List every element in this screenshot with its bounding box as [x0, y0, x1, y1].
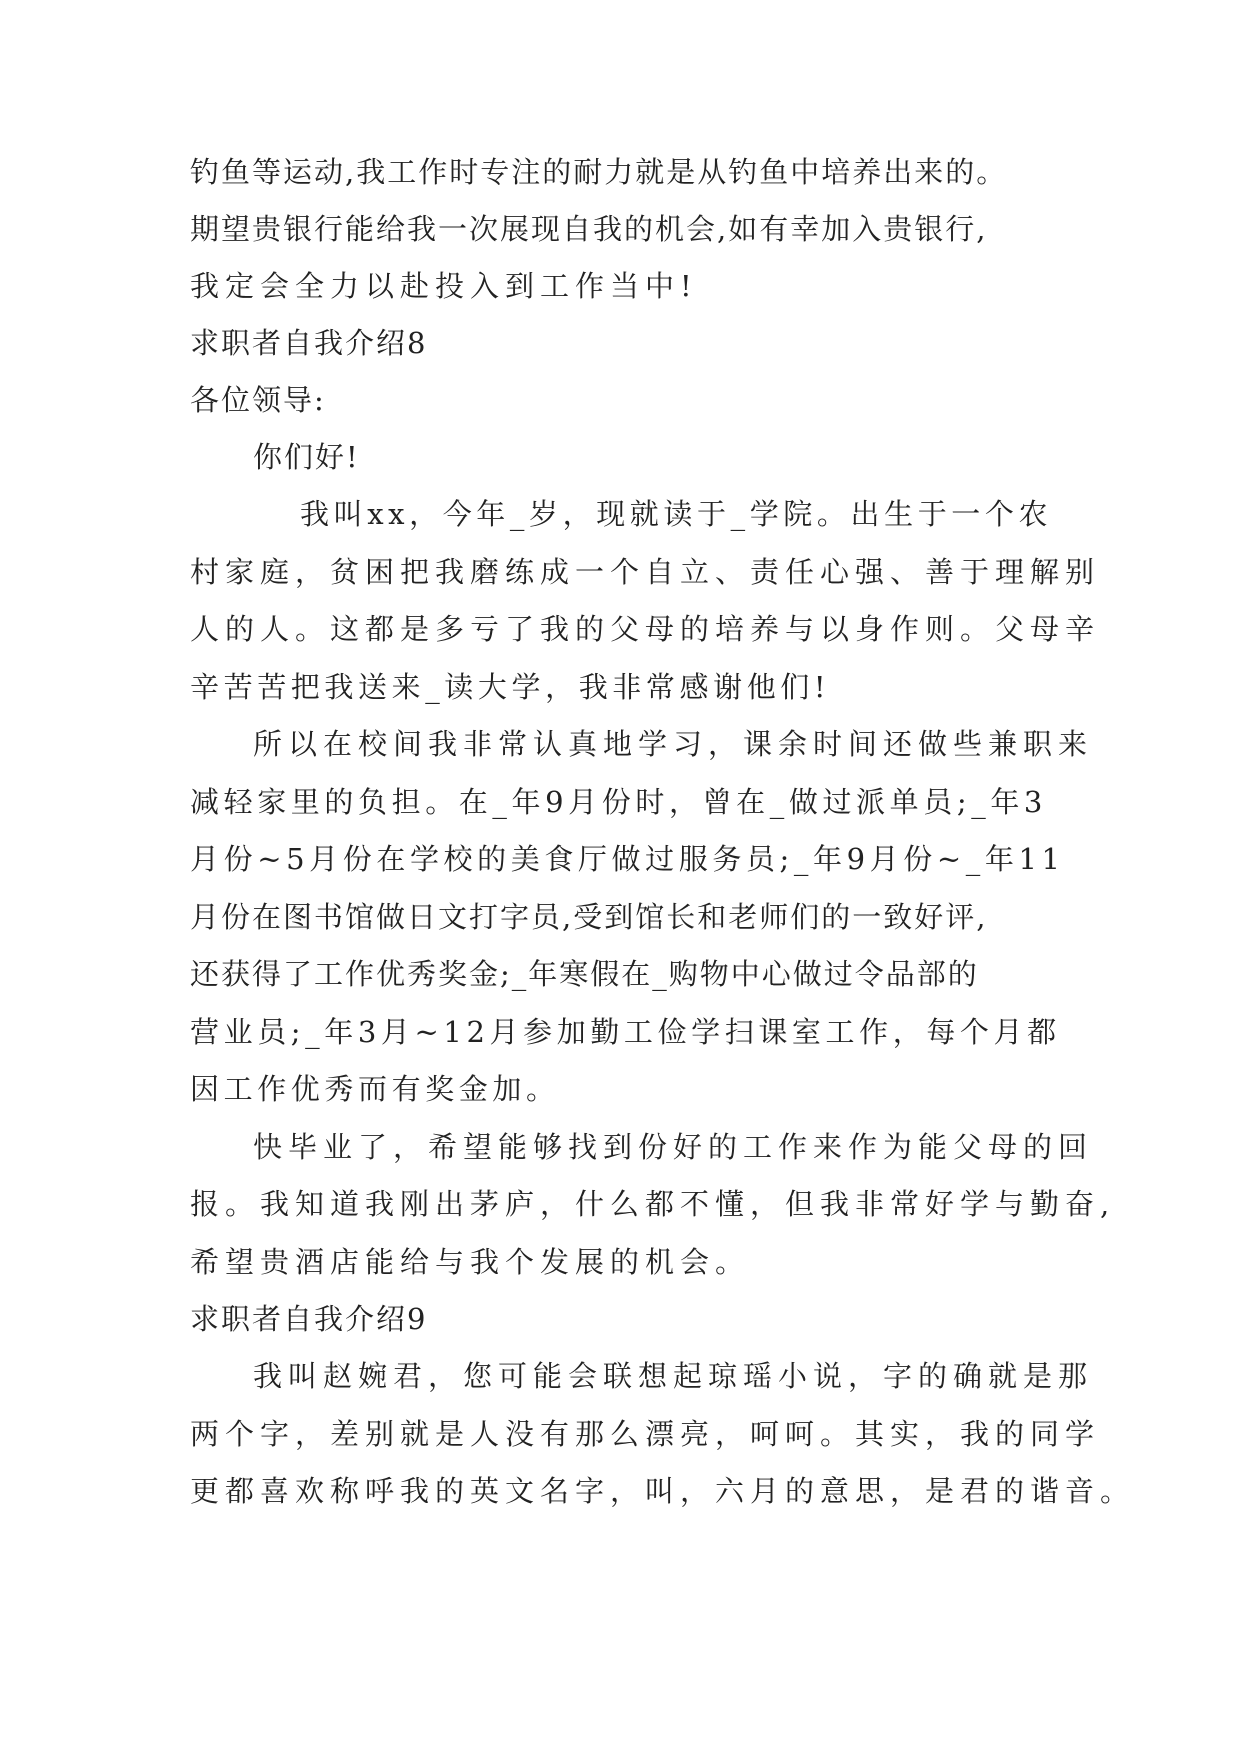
body-text-line: 辛苦苦把我送来_读大学，我非常感谢他们!: [190, 670, 831, 704]
body-text-line: 钓鱼等运动,我工作时专注的耐力就是从钓鱼中培养出来的。: [190, 155, 1008, 189]
body-text-line: 人的人。这都是多亏了我的父母的培养与以身作则。父母辛: [190, 612, 1101, 646]
body-text-line: 更都喜欢称呼我的英文名字，叫，六月的意思，是君的谐音。: [190, 1474, 1136, 1508]
body-text-line: 因工作优秀而有奖金加。: [190, 1072, 560, 1106]
salutation: 各位领导:: [190, 383, 326, 417]
body-text-line: 希望贵酒店能给与我个发展的机会。: [190, 1245, 751, 1279]
body-text-line: 我定会全力以赴投入到工作当中!: [190, 269, 698, 303]
body-text-line: 我叫赵婉君，您可能会联想起琼瑶小说，字的确就是那: [253, 1359, 1094, 1393]
body-text-line: 营业员;_年3月~12月参加勤工俭学扫课室工作，每个月都: [190, 1015, 1061, 1049]
body-text-line: 我叫xx，今年_岁，现就读于_学院。出生于一个农: [300, 497, 1053, 531]
body-text-line: 所以在校间我非常认真地学习，课余时间还做些兼职来: [253, 727, 1094, 761]
body-text-line: 村家庭，贫困把我磨练成一个自立、责任心强、善于理解别: [190, 555, 1101, 589]
body-text-line: 月份在图书馆做日文打字员,受到馆长和老师们的一致好评,: [190, 900, 988, 934]
section-heading: 求职者自我介绍8: [190, 326, 428, 360]
body-text-line: 还获得了工作优秀奖金;_年寒假在_购物中心做过令品部的: [190, 957, 979, 991]
body-text-line: 减轻家里的负担。在_年9月份时，曾在_做过派单员;_年3: [190, 785, 1047, 819]
greeting: 你们好!: [253, 440, 360, 474]
body-text-line: 期望贵银行能给我一次展现自我的机会,如有幸加入贵银行,: [190, 212, 988, 246]
body-text-line: 快毕业了，希望能够找到份好的工作来作为能父母的回: [253, 1130, 1094, 1164]
body-text-line: 月份~5月份在学校的美食厅做过服务员;_年9月份~_年11: [190, 842, 1065, 876]
section-heading: 求职者自我介绍9: [190, 1302, 428, 1336]
body-text-line: 报。我知道我刚出茅庐，什么都不懂，但我非常好学与勤奋,: [190, 1187, 1116, 1221]
body-text-line: 两个字，差别就是人没有那么漂亮，呵呵。其实，我的同学: [190, 1417, 1101, 1451]
